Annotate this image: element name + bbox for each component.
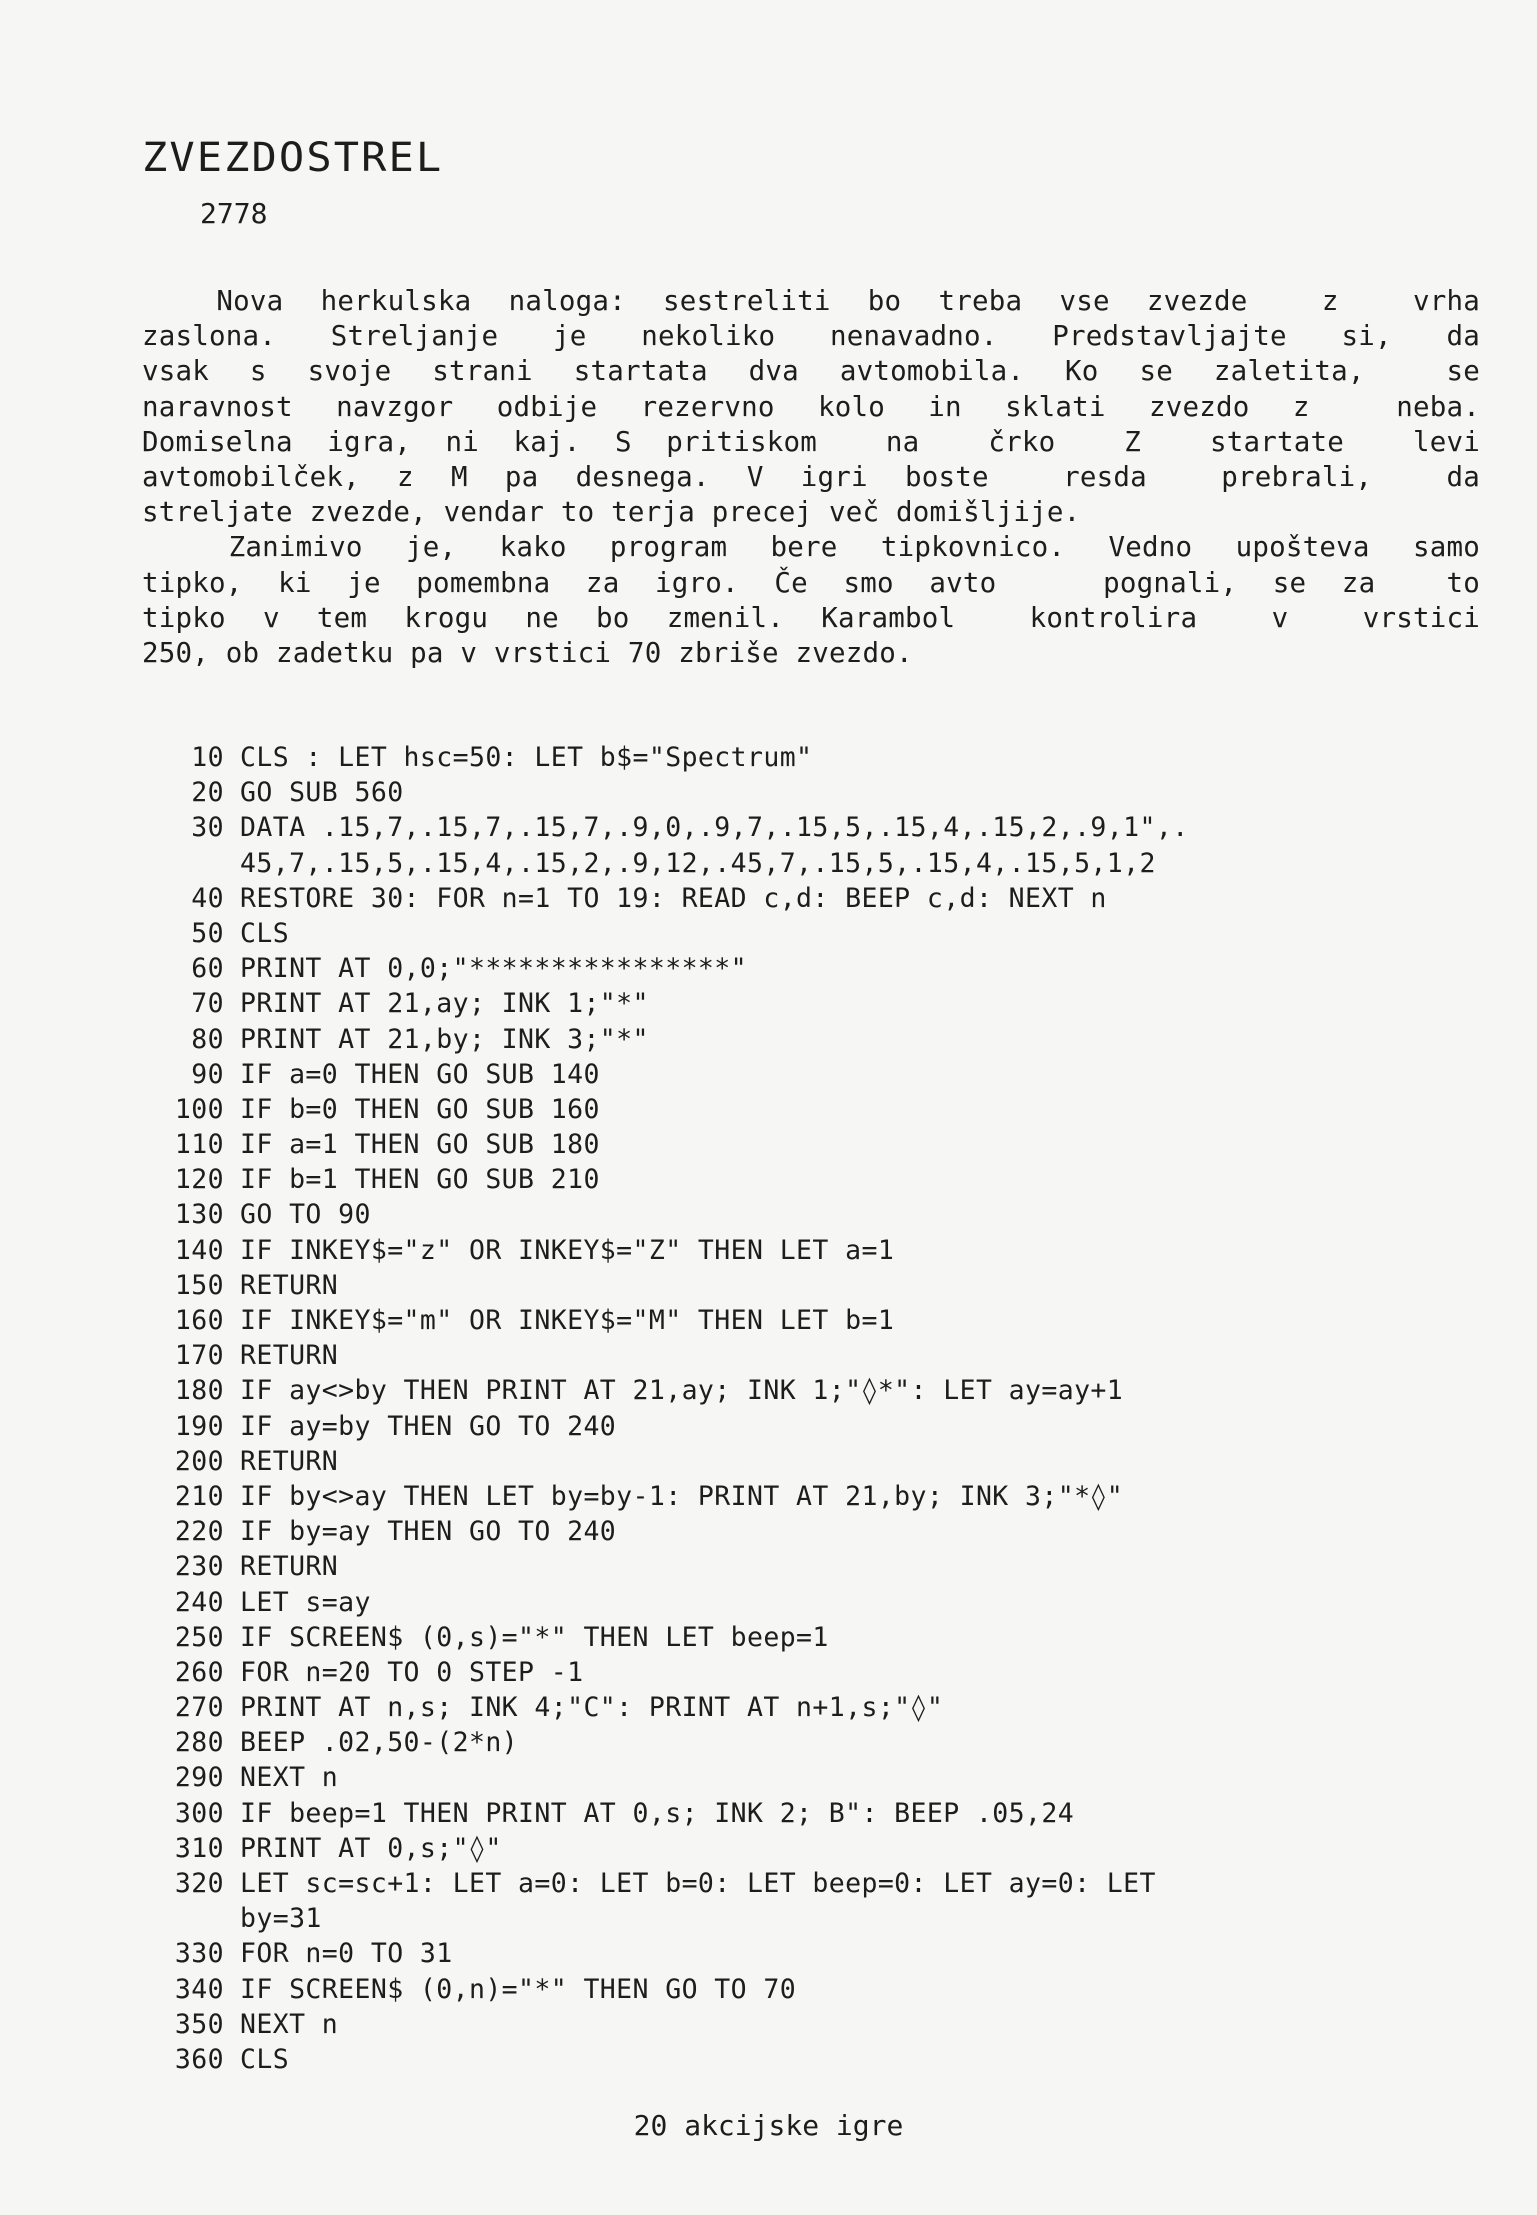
- code-text: GO SUB 560: [240, 777, 404, 809]
- code-line: [142, 1162, 1472, 1197]
- code-line: [142, 1655, 1472, 1690]
- code-line: [142, 846, 1472, 881]
- line-number: 300: [174, 1797, 224, 1829]
- intro-paragraph: [142, 284, 1480, 671]
- code-text: IF b=0 THEN GO SUB 160: [240, 1093, 600, 1125]
- line-number: 260: [174, 1656, 224, 1688]
- page-title: ZVEZDOSTREL: [142, 135, 444, 181]
- program-number: 2778: [200, 197, 268, 230]
- code-line: [142, 881, 1472, 916]
- code-text: IF ay=by THEN GO TO 240: [240, 1410, 617, 1442]
- code-text: IF INKEY$="m" OR INKEY$="M" THEN LET b=1: [240, 1305, 895, 1336]
- line-number: 130: [174, 1199, 224, 1231]
- code-text: CLS: [240, 917, 290, 949]
- code-line: [142, 1444, 1472, 1479]
- intro-line: Nova herkulska naloga: sestreliti bo treba vse zvezde z vrha: [142, 285, 1480, 317]
- basic-listing: [142, 740, 1472, 2077]
- line-number: 340: [174, 1973, 224, 2005]
- intro-line: Domiselna igra, ni kaj. S pritiskom na črko Z startate levi: [142, 425, 1480, 458]
- code-text: RETURN: [240, 1445, 339, 1477]
- code-line: [142, 1901, 1472, 1936]
- line-number: 100: [174, 1093, 224, 1125]
- code-text: PRINT AT 0,0;"****************": [240, 953, 747, 985]
- intro-line: tipko, ki je pomembna za igro. Če smo avto pognali, se za to: [142, 566, 1480, 599]
- code-line: [142, 1936, 1472, 1971]
- code-line: [142, 2007, 1472, 2042]
- line-number: 20: [191, 777, 224, 809]
- code-text: by=31: [240, 1903, 322, 1935]
- code-text: GO TO 90: [240, 1199, 371, 1231]
- code-text: LET sc=sc+1: LET a=0: LET b=0: LET beep=0: LET ay=0: LET: [240, 1868, 1156, 1899]
- line-number: 330: [174, 1938, 224, 1970]
- code-text: RESTORE 30: FOR n=1 TO 19: READ c,d: BEEP c,d: NEXT n: [240, 882, 1107, 914]
- code-line: [142, 1514, 1472, 1549]
- code-line: [142, 1338, 1472, 1373]
- code-line: [142, 740, 1472, 775]
- line-number: 70: [191, 988, 224, 1020]
- intro-line: 250, ob zadetku pa v vrstici 70 zbriše zvezdo.: [142, 636, 913, 669]
- code-line: [142, 1831, 1472, 1866]
- line-number: 240: [174, 1586, 224, 1618]
- line-number: 280: [174, 1727, 224, 1759]
- code-line: [142, 1092, 1472, 1127]
- code-line: [142, 1796, 1472, 1831]
- intro-line: avtomobilček, z M pa desnega. V igri boste resda prebrali, da: [142, 460, 1480, 493]
- code-line: [142, 2042, 1472, 2077]
- line-number: 190: [174, 1410, 224, 1442]
- code-text: IF beep=1 THEN PRINT AT 0,s; INK 2; B": BEEP .05,24: [240, 1797, 1075, 1829]
- code-text: BEEP .02,50-(2*n): [240, 1727, 519, 1759]
- code-text: FOR n=0 TO 31: [240, 1938, 453, 1970]
- line-number: 10: [191, 742, 224, 773]
- code-text: PRINT AT 21,by; INK 3;"*": [240, 1023, 649, 1055]
- code-text: DATA .15,7,.15,7,.15,7,.9,0,.9,7,.15,5,.15,4,.15,2,.9,1",.: [240, 812, 1189, 844]
- line-number: 170: [174, 1340, 224, 1372]
- line-number: 150: [174, 1269, 224, 1301]
- code-text: NEXT n: [240, 1762, 339, 1794]
- line-number: 90: [191, 1058, 224, 1090]
- line-number: 250: [174, 1621, 224, 1653]
- line-number: 160: [174, 1305, 224, 1336]
- code-text: RETURN: [240, 1269, 339, 1301]
- code-text: IF SCREEN$ (0,s)="*" THEN LET beep=1: [240, 1621, 829, 1653]
- line-number: 60: [191, 953, 224, 985]
- line-number: 320: [174, 1868, 224, 1899]
- page-footer: 20 akcijske igre: [633, 2109, 904, 2142]
- line-number: 360: [174, 2043, 224, 2075]
- code-text: LET s=ay: [240, 1586, 371, 1618]
- line-number: 210: [174, 1480, 224, 1512]
- line-number: 270: [174, 1692, 224, 1724]
- code-text: PRINT AT n,s; INK 4;"C": PRINT AT n+1,s;"◊": [240, 1692, 944, 1724]
- code-line: [142, 951, 1472, 986]
- code-text: IF ay<>by THEN PRINT AT 21,ay; INK 1;"◊*": LET ay=ay+1: [240, 1375, 1124, 1407]
- code-text: IF a=1 THEN GO SUB 180: [240, 1129, 600, 1161]
- code-text: FOR n=20 TO 0 STEP -1: [240, 1656, 584, 1688]
- code-text: 45,7,.15,5,.15,4,.15,2,.9,12,.45,7,.15,5,.15,4,.15,5,1,2: [240, 847, 1156, 879]
- intro-line: naravnost navzgor odbije rezervno kolo in sklati zvezdo z neba.: [142, 390, 1480, 423]
- code-line: [142, 1409, 1472, 1444]
- intro-line: zaslona. Streljanje je nekoliko nenavadno. Predstavljajte si, da: [142, 320, 1480, 353]
- code-line: [142, 1479, 1472, 1514]
- code-text: RETURN: [240, 1551, 339, 1583]
- line-number: 50: [191, 917, 224, 949]
- code-line: [142, 775, 1472, 810]
- code-line: [142, 1022, 1472, 1057]
- code-text: CLS : LET hsc=50: LET b$="Spectrum": [240, 742, 813, 773]
- line-number: 180: [174, 1375, 224, 1407]
- line-number: 310: [174, 1832, 224, 1864]
- line-number: 350: [174, 2008, 224, 2040]
- line-number: 30: [191, 812, 224, 844]
- code-line: [142, 916, 1472, 951]
- code-line: [142, 1233, 1472, 1268]
- code-text: NEXT n: [240, 2008, 339, 2040]
- line-number: 230: [174, 1551, 224, 1583]
- code-line: [142, 1373, 1472, 1408]
- line-number: 40: [191, 882, 224, 914]
- intro-line: Zanimivo je, kako program bere tipkovnico. Vedno upošteva samo: [142, 531, 1480, 564]
- intro-line: streljate zvezde, vendar to terja precej več domišljije.: [142, 496, 1081, 529]
- code-line: [142, 1972, 1472, 2007]
- code-line: [142, 1127, 1472, 1162]
- code-text: IF by=ay THEN GO TO 240: [240, 1516, 617, 1548]
- code-line: [142, 1585, 1472, 1620]
- intro-line: tipko v tem krogu ne bo zmenil. Karambol kontrolira v vrstici: [142, 601, 1480, 634]
- line-number: 290: [174, 1762, 224, 1794]
- code-line: [142, 1057, 1472, 1092]
- code-text: IF INKEY$="z" OR INKEY$="Z" THEN LET a=1: [240, 1234, 895, 1266]
- line-number: 220: [174, 1516, 224, 1548]
- code-text: IF a=0 THEN GO SUB 140: [240, 1058, 600, 1090]
- code-line: [142, 1725, 1472, 1760]
- line-number: 140: [174, 1234, 224, 1266]
- code-line: [142, 1620, 1472, 1655]
- code-text: RETURN: [240, 1340, 339, 1372]
- code-text: PRINT AT 21,ay; INK 1;"*": [240, 988, 649, 1020]
- line-number: 200: [174, 1445, 224, 1477]
- code-line: [142, 1866, 1472, 1901]
- code-text: CLS: [240, 2043, 290, 2075]
- code-line: [142, 1303, 1472, 1338]
- code-line: [142, 1549, 1472, 1584]
- line-number: 110: [174, 1129, 224, 1161]
- line-number: 120: [174, 1164, 224, 1196]
- code-text: PRINT AT 0,s;"◊": [240, 1832, 502, 1864]
- code-text: IF SCREEN$ (0,n)="*" THEN GO TO 70: [240, 1973, 797, 2005]
- code-text: IF b=1 THEN GO SUB 210: [240, 1164, 600, 1196]
- code-line: [142, 986, 1472, 1021]
- code-line: [142, 1690, 1472, 1725]
- line-number: 80: [191, 1023, 224, 1055]
- code-line: [142, 810, 1472, 845]
- code-line: [142, 1760, 1472, 1795]
- intro-line: vsak s svoje strani startata dva avtomobila. Ko se zaletita, se: [142, 355, 1480, 388]
- code-text: IF by<>ay THEN LET by=by-1: PRINT AT 21,by; INK 3;"*◊": [240, 1480, 1124, 1512]
- code-line: [142, 1268, 1472, 1303]
- code-line: [142, 1197, 1472, 1232]
